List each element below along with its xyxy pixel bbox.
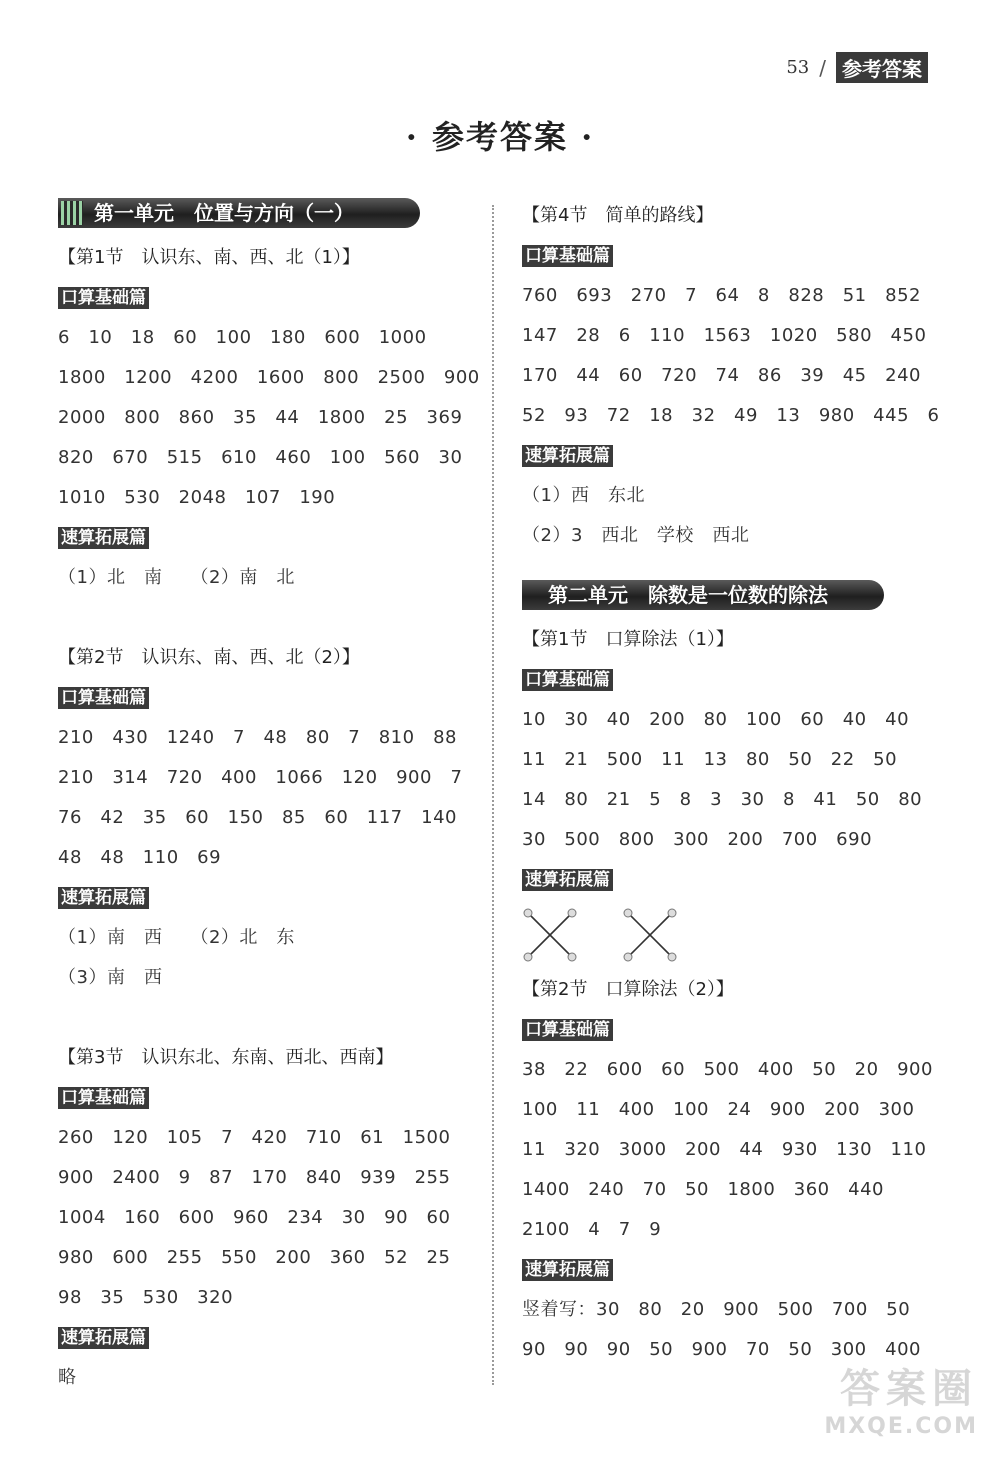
- page-number: 53: [786, 57, 810, 78]
- answer-row: 210 430 1240 7 48 80 7 810 88: [58, 727, 457, 748]
- answer-row: 820 670 515 610 460 100 560 30: [58, 447, 463, 468]
- cross-lines-icon: [622, 907, 678, 963]
- unit-banner-title: 第一单元 位置与方向（一）: [94, 201, 354, 225]
- banner-stripes: [61, 201, 83, 225]
- answer-row: 略: [58, 1367, 77, 1388]
- matching-diagram: [522, 900, 922, 970]
- basic-label: 口算基础篇: [522, 669, 613, 691]
- answer-row: 2100 4 7 9: [522, 1219, 662, 1240]
- extension-label: 速算拓展篇: [522, 445, 613, 467]
- answer-row: （2）3 西北 学校 西北: [522, 525, 750, 546]
- answer-row: （1）南 西 （2）北 东: [58, 927, 295, 948]
- answer-row: 6 10 18 60 100 180 600 1000: [58, 327, 427, 348]
- answer-row: 210 314 720 400 1066 120 900 7: [58, 767, 463, 788]
- answer-row: 30 500 800 300 200 700 690: [522, 829, 873, 850]
- answer-row: 147 28 6 110 1563 1020 580 450: [522, 325, 927, 346]
- answer-row: 11 21 500 11 13 80 50 22 50: [522, 749, 898, 770]
- unit-banner: [522, 580, 884, 610]
- unit-banner: [58, 198, 420, 228]
- section-heading: 【第1节 认识东、南、西、北（1）】: [58, 247, 360, 268]
- basic-label: 口算基础篇: [58, 287, 149, 309]
- header-badge: 参考答案: [836, 52, 928, 83]
- extension-label: 速算拓展篇: [58, 1327, 149, 1349]
- section-heading: 【第2节 认识东、南、西、北（2）】: [58, 647, 360, 668]
- answer-row: 170 44 60 720 74 86 39 45 240: [522, 365, 921, 386]
- cross-lines-icon: [522, 907, 578, 963]
- answer-row: 98 35 530 320: [58, 1287, 234, 1308]
- answer-row: 1800 1200 4200 1600 800 2500 900: [58, 367, 480, 388]
- section-heading: 【第1节 口算除法（1）】: [522, 629, 734, 650]
- left-column: [58, 196, 480, 1398]
- page-title: · 参考答案 ·: [405, 118, 595, 156]
- watermark-url: MXQE.COM: [824, 1414, 978, 1439]
- basic-label: 口算基础篇: [58, 1087, 149, 1109]
- extension-label: 速算拓展篇: [58, 887, 149, 909]
- answer-row: 竖着写：30 80 20 900 500 700 50: [522, 1299, 911, 1320]
- watermark: [824, 1357, 978, 1439]
- section-heading: 【第3节 认识东北、东南、西北、西南】: [58, 1047, 394, 1068]
- answer-row: 10 30 40 200 80 100 60 40 40: [522, 709, 910, 730]
- answer-row: 900 2400 9 87 170 840 939 255: [58, 1167, 451, 1188]
- answer-row: （3）南 西: [58, 967, 163, 988]
- answer-row: 52 93 72 18 32 49 13 980 445 6: [522, 405, 940, 426]
- answer-row: 1400 240 70 50 1800 360 440: [522, 1179, 884, 1200]
- answer-row: （1）北 南 （2）南 北: [58, 567, 295, 588]
- answer-row: 90 90 90 50 900 70 50 300 400: [522, 1339, 921, 1360]
- answer-row: 1004 160 600 960 234 30 90 60: [58, 1207, 451, 1228]
- section-heading: 【第2节 口算除法（2）】: [522, 979, 734, 1000]
- unit-banner-title: 第二单元 除数是一位数的除法: [548, 583, 828, 607]
- header-slash: /: [819, 55, 826, 80]
- column-divider: [492, 205, 494, 1385]
- right-column: [522, 196, 940, 1370]
- answer-row: 2000 800 860 35 44 1800 25 369: [58, 407, 463, 428]
- answer-row: 38 22 600 60 500 400 50 20 900: [522, 1059, 933, 1080]
- answer-row: 1010 530 2048 107 190: [58, 487, 336, 508]
- answer-row: （1）西 东北: [522, 485, 645, 506]
- extension-label: 速算拓展篇: [522, 1259, 613, 1281]
- answer-row: 48 48 110 69: [58, 847, 222, 868]
- extension-label: 速算拓展篇: [522, 869, 613, 891]
- basic-label: 口算基础篇: [58, 687, 149, 709]
- answer-row: 11 320 3000 200 44 930 130 110: [522, 1139, 927, 1160]
- answer-row: 980 600 255 550 200 360 52 25: [58, 1247, 451, 1268]
- extension-label: 速算拓展篇: [58, 527, 149, 549]
- answer-row: 760 693 270 7 64 8 828 51 852: [522, 285, 921, 306]
- answer-row: 14 80 21 5 8 3 30 8 41 50 80: [522, 789, 923, 810]
- section-heading: 【第4节 简单的路线】: [522, 205, 714, 226]
- answer-row: 260 120 105 7 420 710 61 1500: [58, 1127, 451, 1148]
- watermark-logo-text: 答案圈: [840, 1366, 978, 1412]
- basic-label: 口算基础篇: [522, 245, 613, 267]
- answer-row: 76 42 35 60 150 85 60 117 140: [58, 807, 457, 828]
- basic-label: 口算基础篇: [522, 1019, 613, 1041]
- answer-row: 100 11 400 100 24 900 200 300: [522, 1099, 915, 1120]
- page-header: [786, 52, 928, 83]
